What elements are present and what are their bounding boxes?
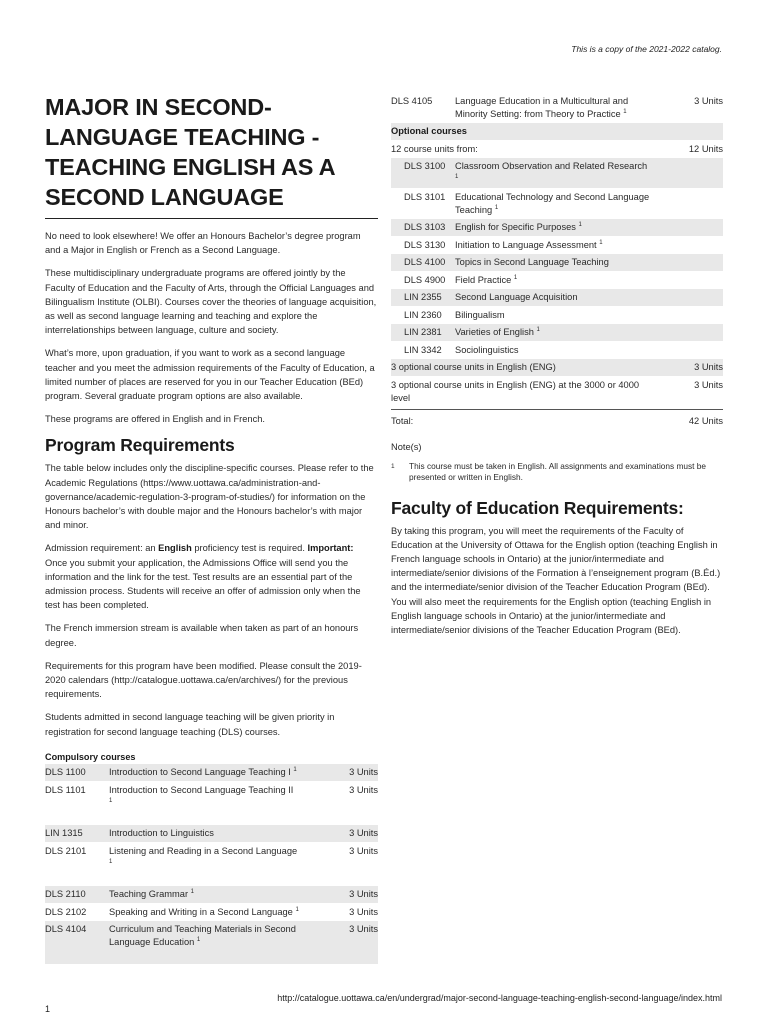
priority-registration-note: Students admitted in second language teaching will be given priority in registration for second language teaching (DLS) courses. — [45, 712, 335, 737]
footnote-text: This course must be taken in English. All assignments and examinations must be presented or written in English. — [409, 460, 706, 482]
footer-url[interactable]: http://catalogue.uottawa.ca/en/undergrad/major-second-language-teaching-english-second-language/index.html — [277, 993, 722, 1003]
table-row: DLS 4100 Topics in Second Language Teaching — [391, 254, 723, 272]
table-row: DLS 1100 Introduction to Second Language Teaching I $^1$ 3 Units — [45, 764, 378, 782]
faculty-requirements-text: By taking this program, you will meet the requirements of the Faculty of Education at the University of Ottawa for the English option (teaching English in French language schools in Ontario) at the junior/intermediate and intermediate/senior divisions of the Formation à l’enseignement program (B.Éd.) and the intermediate/senior division of the Teacher Education Program (BEd). You will also meet the requirements for the English option (teaching English in English language schools in Ontario) at the junior/intermediate and intermediate/senior divisions of the Teacher Education Program (BEd). — [391, 525, 721, 635]
table-row: DLS 4104 Curriculum and Teaching Materials in Second Language Education $^1$ 3 Units — [45, 921, 378, 965]
table-row: LIN 2355 Second Language Acquisition — [391, 289, 723, 307]
intro-paragraph-4: These programs are offered in English and in French. — [45, 414, 265, 425]
left-column — [45, 92, 378, 964]
intro-paragraph-2: These multidisciplinary undergraduate programs are offered jointly by the Faculty of Education and the Faculty of Arts, through the Official Languages and Bilingualism Institute (OLBI). Courses cover the theories of language acquisition, as well as second language learning and teaching and explore the interrelationships between language, culture and society. — [45, 268, 377, 336]
footnote — [391, 461, 723, 484]
catalog-copy-note: This is a copy of the 2021-2022 catalog. — [571, 44, 722, 54]
table-row: DLS 3100 Classroom Observation and Related Research $^1$ — [391, 158, 723, 189]
admission-requirement: Admission requirement: an English proficiency test is required. Important: Once you submit your application, the Admissions Office will send you the information and the link for the test. Test results are an essential part of the admission process. Students will receive an offer of admission only when the test has been completed. — [45, 543, 361, 611]
table-row: 3 optional course units in English (ENG) 3 Units — [391, 359, 723, 377]
table-row: DLS 1101 Introduction to Second Language Teaching II $^1$ 3 Units — [45, 784, 378, 804]
page-title: MAJOR IN SECOND-LANGUAGE TEACHING - TEACHING ENGLISH AS A SECOND LANGUAGE — [45, 92, 378, 219]
intro-paragraph-1: No need to look elsewhere! We offer an Honours Bachelor’s degree program and a Major in English or French as a Second Language. — [45, 231, 361, 256]
intro-paragraph-3: What’s more, upon graduation, if you want to work as a second language teacher and you meet the admission requirements of the Faculty of Education, a limited number of places are reserved for you in our Teacher Education (BEd) program. Several graduate program options are also available. — [45, 348, 375, 402]
compulsory-courses-table — [45, 764, 378, 965]
table-row: 12 course units from: 12 Units — [391, 143, 723, 154]
optional-courses-label-row: Optional courses — [391, 123, 723, 141]
optional-courses-table — [391, 92, 723, 430]
program-requirements-heading: Program Requirements — [45, 435, 235, 456]
footnote-number: 1 — [391, 462, 395, 470]
compulsory-courses-label: Compulsory courses — [45, 751, 136, 762]
modified-requirements-note: Requirements for this program have been modified. Please consult the 2019-2020 calendars (http://catalogue.uottawa.ca/en/archives/) for the previous requirements. — [45, 660, 362, 700]
table-row: DLS 3130 Initiation to Language Assessment $^1$ — [404, 239, 603, 250]
notes-label: Note(s) — [391, 441, 422, 452]
table-row: LIN 1315 Introduction to Linguistics 3 Units — [45, 825, 378, 843]
page-number: 1 — [45, 1004, 51, 1014]
table-row: LIN 2360 Bilingualism — [404, 309, 505, 320]
table-row: LIN 3342 Sociolinguistics — [404, 344, 519, 355]
total-row: Total: 42 Units — [391, 415, 723, 426]
french-immersion-note: The French immersion stream is available when taken as part of an honours degree. — [45, 623, 359, 648]
table-row: DLS 2102 Speaking and Writing in a Second Language $^1$ 3 Units — [45, 906, 378, 917]
faculty-requirements-heading: Faculty of Education Requirements: — [391, 497, 684, 518]
table-row: LIN 2381 Varieties of English $^1$ — [391, 324, 723, 342]
table-row: DLS 2101 Listening and Reading in a Second Language $^1$ 3 Units — [45, 845, 378, 865]
requirements-paragraph: The table below includes only the discipline-specific courses. Please refer to the Academic Regulations (https://www.uottawa.ca/administration-and-governance/academic-regulation-3-program-of-studies/) for information on the Honours bachelor’s with double major and the Honours bachelor’s with major and minor. — [45, 463, 374, 531]
table-row: 3 optional course units in English (ENG) at the 3000 or 4000 level 3 Units — [391, 376, 723, 409]
table-row: DLS 3103 English for Specific Purposes $^1$ — [391, 219, 723, 237]
table-row: DLS 3101 Educational Technology and Second Language Teaching $^1$ — [404, 191, 650, 215]
table-row: DLS 4900 Field Practice $^1$ — [404, 274, 518, 285]
table-row: DLS 2110 Teaching Grammar $^1$ 3 Units — [45, 886, 378, 904]
table-row: DLS 4105 Language Education in a Multicultural and Minority Setting: from Theory to Practice $^1$ 3 Units — [391, 95, 723, 119]
right-column — [391, 92, 723, 646]
